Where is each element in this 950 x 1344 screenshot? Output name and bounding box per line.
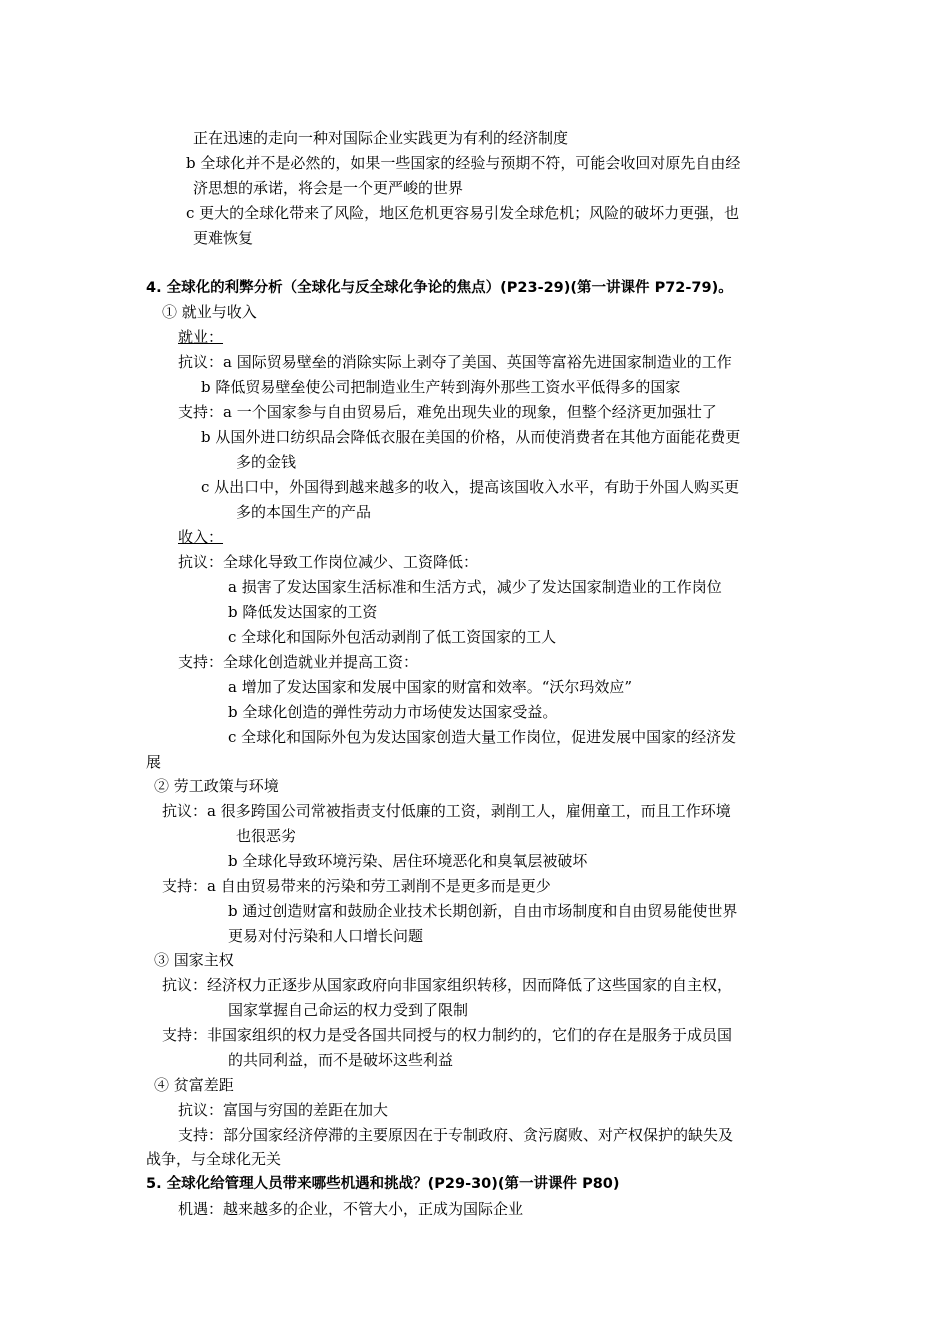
- income-pro-a: a 增加了发达国家和发展中国家的财富和效率。“沃尔玛效应”: [228, 678, 633, 696]
- employment-pro-c: c 从出口中，外国得到越来越多的收入，提高该国收入水平，有助于外国人购买更: [201, 478, 740, 496]
- labor-pro-b-cont: 更易对付污染和人口增长问题: [228, 927, 424, 945]
- section-4-heading: 4. 全球化的利弊分析（全球化与反全球化争论的焦点）(P23-29)(第一讲课件 P72-79)。: [146, 280, 733, 296]
- labor-con-a: 抗议：a 很多跨国公司常被指责支付低廉的工资，剥削工人，雇佣童工，而且工作环境: [162, 802, 731, 820]
- subsection-labor-environment: ② 劳工政策与环境: [154, 777, 279, 795]
- income-pro-c: c 全球化和国际外包为发达国家创造大量工作岗位，促进发展中国家的经济发: [228, 728, 737, 746]
- income-con-a: a 损害了发达国家生活标准和生活方式，减少了发达国家制造业的工作岗位: [228, 578, 722, 596]
- sovereignty-con: 抗议：经济权力正逐步从国家政府向非国家组织转移，因而降低了这些国家的自主权，: [162, 976, 733, 994]
- labor-pro-a: 支持：a 自由贸易带来的污染和劳工剥削不是更多而是更少: [162, 877, 551, 895]
- intro-item-b: b 全球化并不是必然的，如果一些国家的经验与预期不符，可能会收回对原先自由经: [186, 154, 741, 172]
- income-label: 收入：: [178, 528, 224, 546]
- employment-pro-c-cont: 多的本国生产的产品: [236, 503, 372, 521]
- income-pro-b: b 全球化创造的弹性劳动力市场使发达国家受益。: [228, 703, 558, 721]
- subsection-employment-income: ① 就业与收入: [162, 303, 257, 321]
- opportunity-line: 机遇：越来越多的企业，不管大小，正成为国际企业: [178, 1200, 524, 1218]
- labor-pro-b: b 通过创造财富和鼓励企业技术长期创新，自由市场制度和自由贸易能使世界: [228, 902, 738, 920]
- sovereignty-con-cont: 国家掌握自己命运的权力受到了限制: [228, 1001, 469, 1019]
- income-con-c: c 全球化和国际外包活动剥削了低工资国家的工人: [228, 628, 557, 646]
- employment-pro-a: 支持：a 一个国家参与自由贸易后，难免出现失业的现象，但整个经济更加强壮了: [178, 403, 717, 421]
- income-con: 抗议：全球化导致工作岗位减少、工资降低：: [178, 553, 479, 571]
- employment-pro-b-cont: 多的金钱: [236, 453, 297, 471]
- employment-label: 就业：: [178, 328, 224, 346]
- income-con-b: b 降低发达国家的工资: [228, 603, 378, 621]
- employment-con-a: 抗议：a 国际贸易壁垒的消除实际上剥夺了美国、英国等富裕先进国家制造业的工作: [178, 353, 732, 371]
- wealth-gap-con: 抗议：富国与穷国的差距在加大: [178, 1101, 389, 1119]
- labor-con-b: b 全球化导致环境污染、居住环境恶化和臭氧层被破坏: [228, 852, 588, 870]
- intro-line: 正在迅速的走向一种对国际企业实践更为有利的经济制度: [193, 129, 569, 147]
- employment-pro-b: b 从国外进口纺织品会降低衣服在美国的价格，从而使消费者在其他方面能花费更: [201, 428, 741, 446]
- intro-item-c: c 更大的全球化带来了风险，地区危机更容易引发全球危机；风险的破坏力更强，也: [186, 204, 740, 222]
- labor-con-a-cont: 也很恶劣: [236, 827, 297, 845]
- intro-line: 济思想的承诺，将会是一个更严峻的世界: [193, 179, 464, 197]
- intro-line: 更难恢复: [193, 229, 254, 247]
- income-pro-c-cont: 展: [146, 753, 162, 771]
- wealth-gap-pro: 支持：部分国家经济停滞的主要原因在于专制政府、贪污腐败、对产权保护的缺失及: [178, 1126, 734, 1144]
- section-5-heading: 5. 全球化给管理人员带来哪些机遇和挑战？(P29-30)(第一讲课件 P80): [146, 1176, 620, 1192]
- subsection-sovereignty: ③ 国家主权: [154, 951, 234, 969]
- subsection-wealth-gap: ④ 贫富差距: [154, 1076, 234, 1094]
- income-pro: 支持：全球化创造就业并提高工资：: [178, 653, 419, 671]
- employment-con-b: b 降低贸易壁垒使公司把制造业生产转到海外那些工资水平低得多的国家: [201, 378, 681, 396]
- wealth-gap-pro-cont: 战争，与全球化无关: [146, 1150, 282, 1168]
- sovereignty-pro: 支持：非国家组织的权力是受各国共同授与的权力制约的，它们的存在是服务于成员国: [162, 1026, 733, 1044]
- sovereignty-pro-cont: 的共同利益，而不是破坏这些利益: [228, 1051, 454, 1069]
